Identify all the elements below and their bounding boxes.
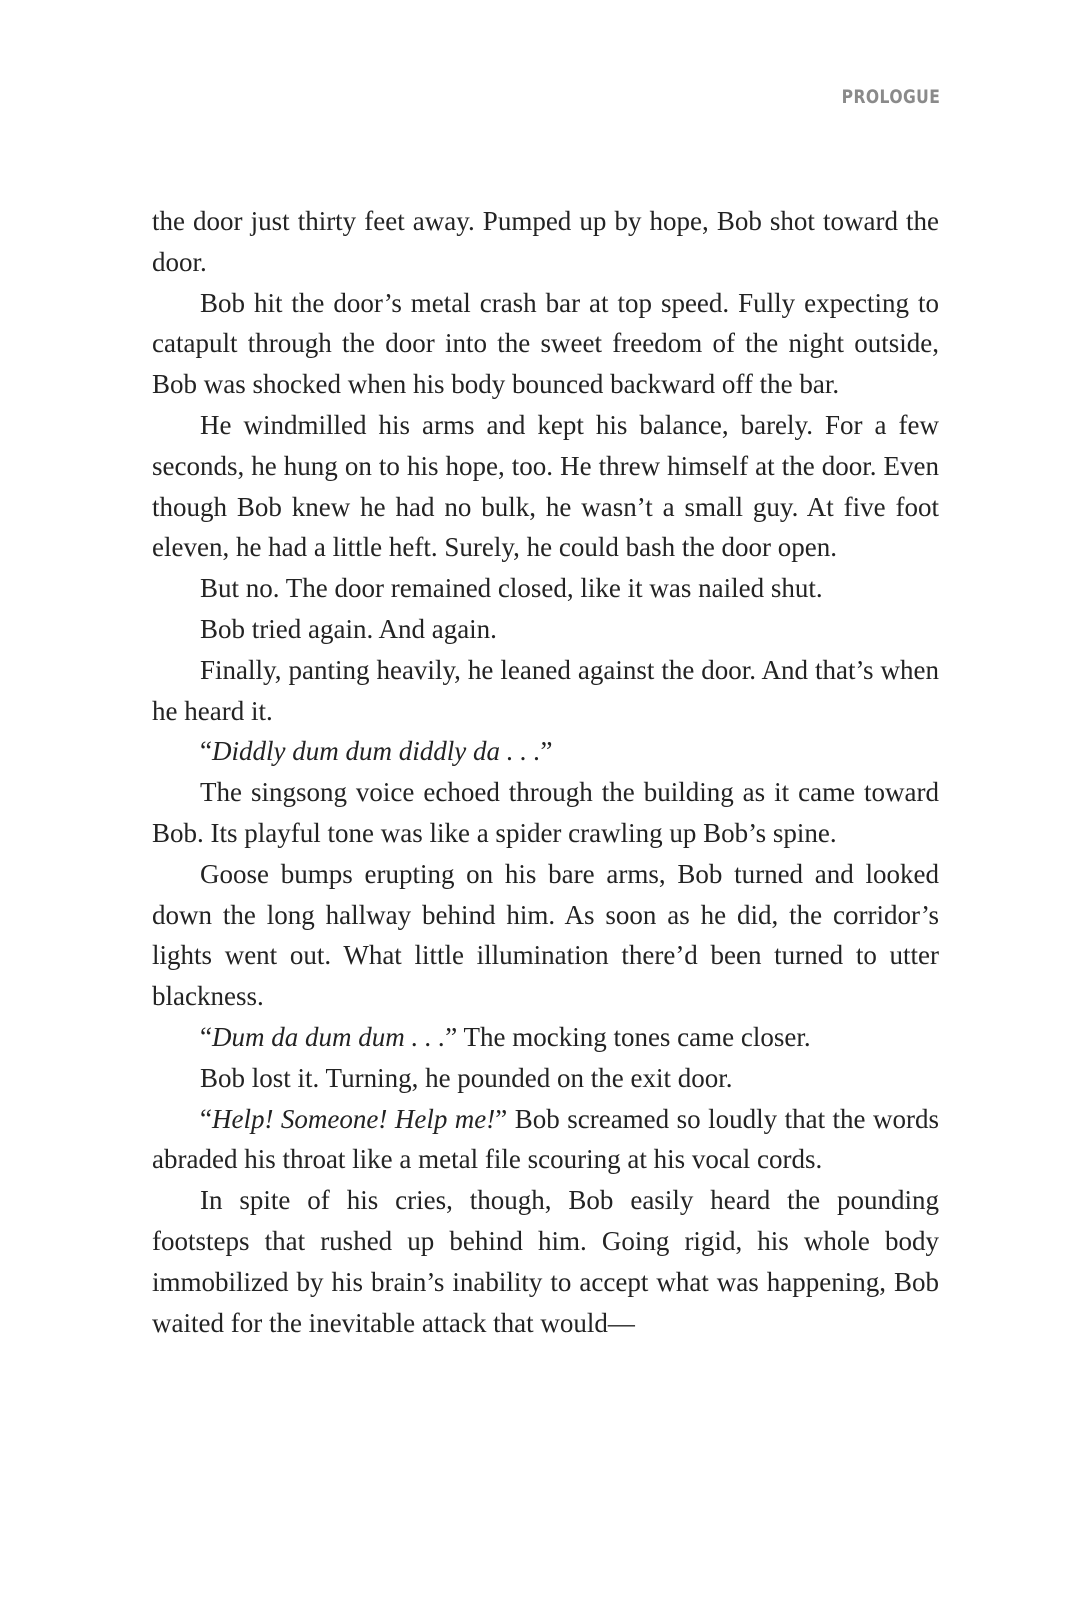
paragraph bbox=[152, 1180, 939, 1343]
text-run: “ bbox=[200, 1103, 212, 1134]
text-run: “ bbox=[200, 1021, 212, 1052]
paragraph bbox=[152, 201, 939, 283]
paragraph bbox=[152, 609, 939, 650]
text-run: The singsong voice echoed through the building as it came toward Bob. Its playful tone was like a spider crawling up Bob’s spine. bbox=[152, 777, 939, 848]
paragraph bbox=[152, 283, 939, 405]
text-run: He windmilled his arms and kept his balance, barely. For a few seconds, he hung on to his hope, too. He threw himself at the door. Even though Bob knew he had no bulk, he wasn’t a small guy. At five foot eleven, he had a little heft. Surely, he could bash the door open. bbox=[152, 409, 939, 563]
text-run: Goose bumps erupting on his bare arms, Bob turned and looked down the long hallway behind him. As soon as he did, the corridor’s lights went out. What little illumination there’d been turned to utter blackness. bbox=[152, 858, 939, 1012]
text-run: But no. The door remained closed, like it was nailed shut. bbox=[200, 573, 823, 604]
paragraph bbox=[152, 650, 939, 732]
paragraph bbox=[152, 405, 939, 568]
paragraph bbox=[152, 854, 939, 1017]
paragraph bbox=[152, 1017, 939, 1058]
text-run: In spite of his cries, though, Bob easily heard the pounding footsteps that rushed up behind him. Going rigid, his whole body immobilized by his brain’s inability to accept what was happening, Bob waited for the inevitable attack that would— bbox=[152, 1185, 939, 1338]
text-run: “ bbox=[200, 736, 212, 767]
body-text bbox=[152, 201, 939, 1343]
paragraph bbox=[152, 731, 939, 772]
text-run: ” bbox=[540, 736, 553, 767]
text-run: Bob lost it. Turning, he pounded on the exit door. bbox=[200, 1062, 733, 1093]
running-head: PROLOGUE bbox=[841, 86, 940, 108]
text-run: ” Bob screamed so loudly that the words abraded his throat like a metal file scouring at his vocal cords. bbox=[152, 1103, 939, 1175]
text-run: Finally, panting heavily, he leaned against the door. And that’s when he heard it. bbox=[152, 654, 939, 726]
text-run: Bob hit the door’s metal crash bar at top speed. Fully expecting to catapult through the door into the sweet freedom of the night outside, Bob was shocked when his body bounced backward off the bar. bbox=[152, 287, 939, 400]
text-run: ” The mocking tones came closer. bbox=[445, 1021, 811, 1052]
paragraph bbox=[152, 772, 939, 854]
paragraph bbox=[152, 568, 939, 609]
italic-text: Diddly dum dum diddly da . . . bbox=[211, 736, 541, 767]
paragraph bbox=[152, 1099, 939, 1181]
paragraph bbox=[152, 1058, 939, 1099]
italic-text: Dum da dum dum . . . bbox=[211, 1021, 446, 1052]
text-run: Bob tried again. And again. bbox=[200, 613, 497, 644]
italic-text: Help! Someone! Help me! bbox=[211, 1103, 496, 1134]
text-run: the door just thirty feet away. Pumped up by hope, Bob shot toward the door. bbox=[152, 206, 939, 277]
